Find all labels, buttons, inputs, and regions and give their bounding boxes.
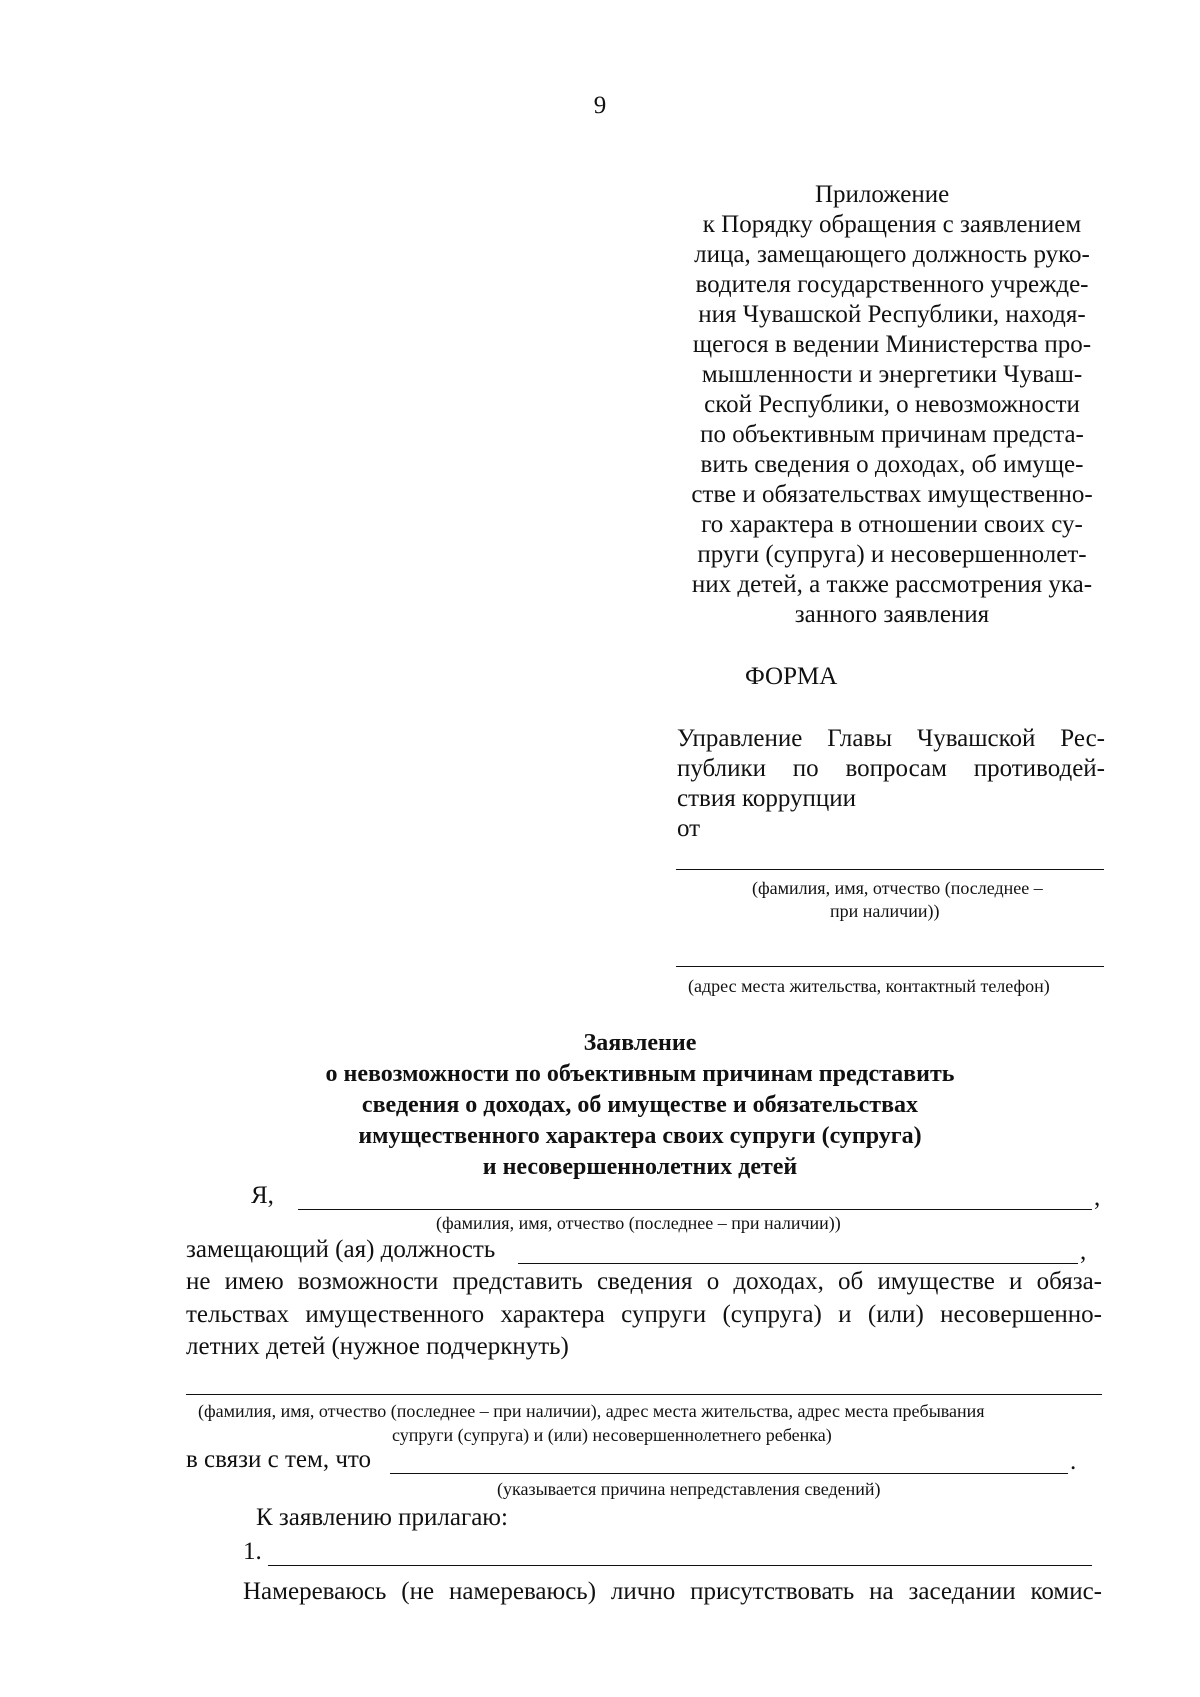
appendix-line: ния Чувашской Республики, находя- [698,301,1086,328]
period: . [1070,1448,1077,1475]
appendix-line: стве и обязательствах имущественно- [691,481,1093,508]
page-number: 9 [593,92,607,119]
reason-label: в связи с тем, что [186,1446,371,1473]
appendix-line: по объективным причинам предста- [700,421,1084,448]
attachments-label: К заявлению прилагаю: [256,1504,508,1531]
statement-title: Заявление [583,1030,697,1056]
appendix-line: го характера в отношении своих су- [701,511,1083,538]
comma: , [1080,1238,1087,1265]
statement-body-line: тельствах имущественного характера супруги (супруга) и (или) несовершенно- [186,1301,1102,1328]
intent-line: Намереваюсь (не намереваюсь) лично присутствовать на заседании комис- [243,1578,1102,1605]
spouse-details-hint: (фамилия, имя, отчество (последнее – при наличии), адрес места жительства, адрес места пребывания [198,1401,985,1421]
statement-subtitle-line: и несовершеннолетних детей [482,1154,798,1180]
reason-hint: (указывается причина непредставления сведений) [497,1479,881,1499]
spouse-details-hint-continued: супруги (супруга) и (или) несовершеннолетнего ребенка) [392,1425,832,1445]
sender-name-hint: (фамилия, имя, отчество (последнее – [752,878,1043,898]
appendix-line: занного заявления [794,601,990,628]
position-label: замещающий (ая) должность [186,1236,496,1263]
sender-name-field[interactable] [676,869,1104,870]
recipient-line: ствия коррупции [677,785,857,812]
appendix-line: щегося в ведении Министерства про- [692,331,1092,358]
reason-field[interactable] [390,1473,1068,1474]
appendix-line: водителя государственного учрежде- [695,271,1089,298]
spouse-details-field[interactable] [186,1394,1102,1395]
appendix-block [672,180,1112,630]
statement-subtitle-line: сведения о доходах, об имуществе и обязательствах [361,1092,919,1118]
recipient-block [677,724,1105,844]
appendix-line: них детей, а также рассмотрения ука- [691,571,1093,598]
sender-address-hint: (адрес места жительства, контактный телефон) [688,976,1050,996]
position-field[interactable] [518,1263,1078,1264]
recipient-from: от [677,815,701,842]
appendix-line: пруги (супруга) и несовершеннолет- [697,541,1087,568]
statement-subtitle-line: имущественного характера своих супруги (супруга) [358,1123,922,1149]
statement-subtitle-line: о невозможности по объективным причинам представить [325,1061,955,1087]
applicant-name-hint: (фамилия, имя, отчество (последнее – при наличии)) [436,1213,841,1233]
sender-name-hint-continued: при наличии)) [830,901,940,921]
appendix-title: Приложение [815,181,950,208]
statement-body-line: летних детей (нужное подчеркнуть) [186,1333,569,1360]
applicant-name-field[interactable] [298,1209,1092,1210]
appendix-line: к Порядку обращения с заявлением [702,211,1082,238]
attachment-item-field[interactable] [268,1565,1092,1566]
appendix-line: ской Республики, о невозможности [704,391,1080,418]
recipient-line: публики по вопросам противодей- [677,755,1105,782]
statement-body-line: не имею возможности представить сведения о доходах, об имуществе и обяза- [186,1268,1102,1295]
sender-address-field[interactable] [676,966,1104,967]
attachment-item-number: 1. [243,1538,262,1565]
recipient-line: Управление Главы Чувашской Рес- [677,725,1105,752]
comma: , [1094,1184,1101,1211]
appendix-line: лица, замещающего должность руко- [694,241,1090,268]
i-label: Я, [251,1182,274,1209]
appendix-line: вить сведения о доходах, об имуще- [700,451,1084,478]
statement-heading [150,1028,1130,1183]
appendix-line: мышленности и энергетики Чуваш- [701,361,1083,388]
form-label: ФОРМА [745,663,838,690]
